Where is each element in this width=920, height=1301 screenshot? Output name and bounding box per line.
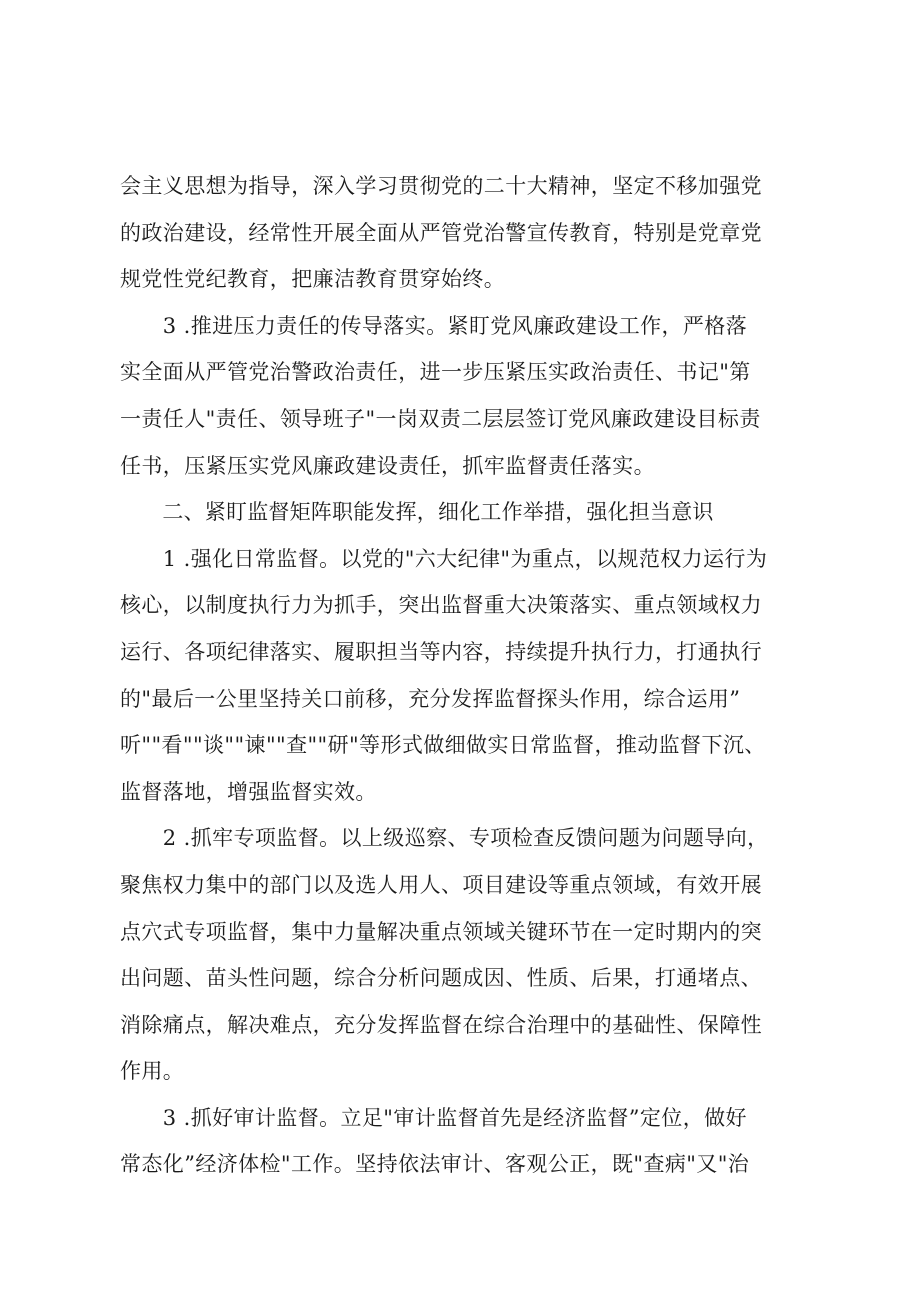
text-line: 3 .推进压力责任的传导落实。紧盯党风廉政建设工作，严格落 [120,313,748,338]
text-line: 规党性党纪教育，把廉洁教育贯穿始终。 [120,267,506,292]
text-line: 常态化”经济体检"工作。坚持依法审计、客观公正，既"查病"又"治 [120,1152,750,1177]
document-body [120,163,820,1188]
text-line: 听""看""谈""谏""查""研"等形式做细做实日常监督，推动监督下沉、 [120,733,766,758]
text-line: 一责任人"责任、领导班子"一岗双责二层层签订党风廉政建设目标责 [120,406,761,431]
section-heading: 二、紧盯监督矩阵职能发挥，细化工作举措，强化担当意识 [120,500,714,525]
text-line: 监督落地，增强监督实效。 [120,779,377,804]
text-line: 2 .抓牢专项监督。以上级巡察、专项检查反馈问题为问题导向， [120,826,769,851]
text-line: 的政治建设，经常性开展全面从严管党治警宣传教育，特别是党章党 [120,220,762,245]
text-line: 1 .强化日常监督。以党的"六大纪律"为重点，以规范权力运行为 [120,546,768,571]
text-line: 任书，压紧压实党风廉政建设责任，抓牢监督责任落实。 [120,453,655,478]
text-line: 的"最后一公里坚持关口前移，充分发挥监督探头作用，综合运用” [120,686,741,711]
text-line: 核心，以制度执行力为抓手，突出监督重大决策落实、重点领域权力 [120,593,762,618]
text-line: 会主义思想为指导，深入学习贯彻党的二十大精神，坚定不移加强党 [120,174,762,198]
text-line: 消除痛点，解决难点，充分发挥监督在综合治理中的基础性、保障性 [120,1012,762,1037]
text-line: 点穴式专项监督，集中力量解决重点领域关键环节在一定时期内的突 [120,919,762,944]
text-line: 出问题、苗头性问题，综合分析问题成因、性质、后果，打通堵点、 [120,966,762,991]
text-line: 聚焦权力集中的部门以及选人用人、项目建设等重点领域，有效开展 [120,872,762,897]
text-line: 作用。 [120,1059,185,1084]
text-line: 实全面从严管党治警政治责任，进一步压紧压实政治责任、书记"第 [120,360,751,385]
text-line: 3 .抓好审计监督。立足"审计监督首先是经济监督”定位，做好 [120,1105,747,1130]
text-line: 运行、各项纪律落实、履职担当等内容，持续提升执行力，打通执行 [120,639,762,664]
